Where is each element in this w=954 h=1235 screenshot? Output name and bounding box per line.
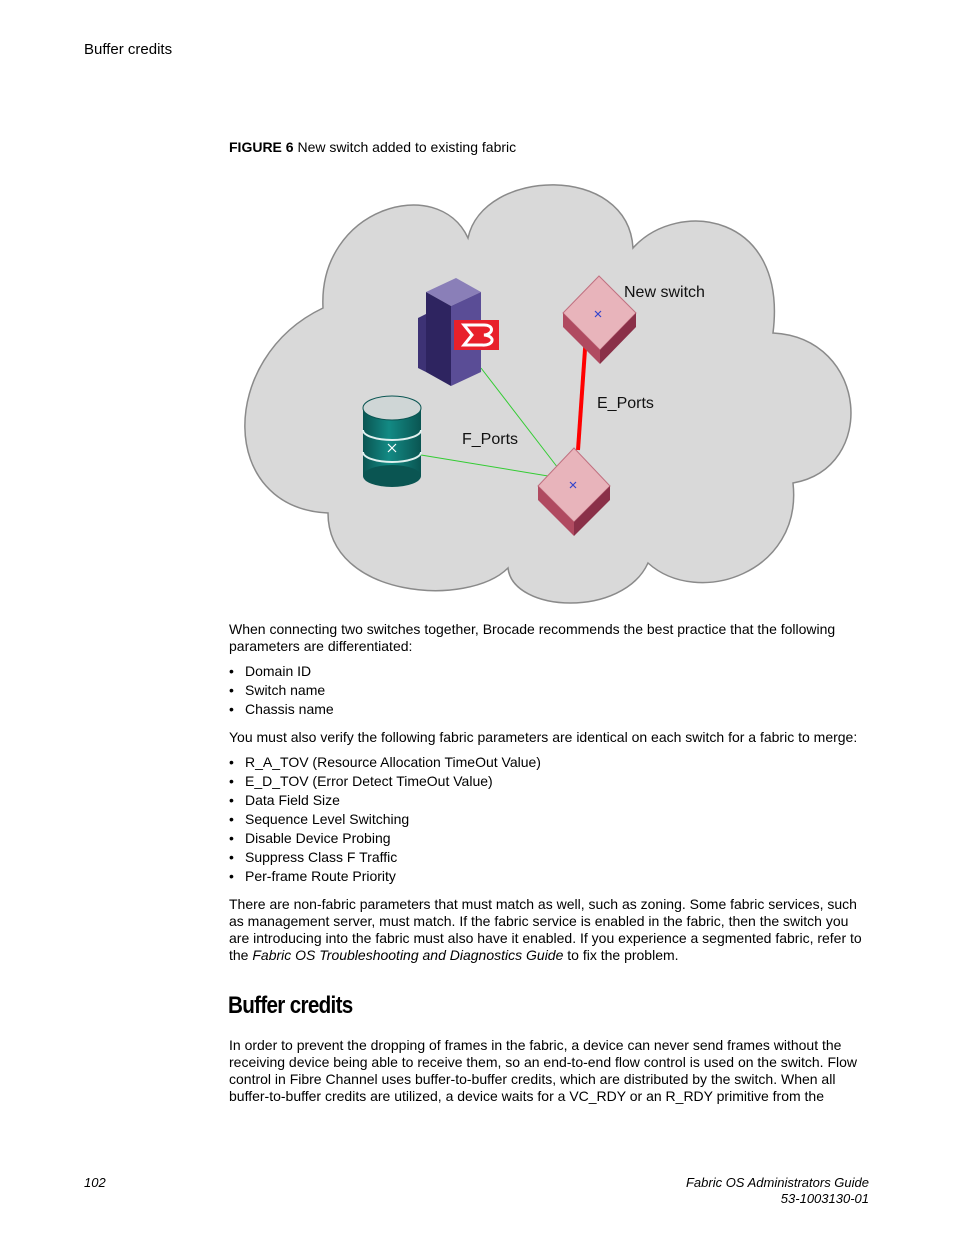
f-ports-label: F_Ports <box>462 431 519 448</box>
buffer-credits-paragraph: In order to prevent the dropping of frames in the fabric, a device can never send frames without the receiving device being able to receive them, so an end-to-end flow control is used on the switch. Flow control in Fibre Channel uses buffer-to-buffer credits, which are distributed by the switch. When all buffer-to-buffer credits are utilized, a device waits for a VC_RDY or an R_RDY primitive from the <box>229 1037 858 1104</box>
nonfabric-text-2: to fix the problem. <box>563 947 679 963</box>
list-item: • Disable Device Probing <box>229 829 541 848</box>
list-item: • R_A_TOV (Resource Allocation TimeOut Value) <box>229 753 541 772</box>
verify-paragraph: You must also verify the following fabric parameters are identical on each switch for a fabric to merge: <box>229 729 858 745</box>
list-item: • E_D_TOV (Error Detect TimeOut Value) <box>229 772 541 791</box>
list-item: • Domain ID <box>229 662 334 681</box>
footer-doc-info <box>686 1175 869 1207</box>
differentiated-params-list <box>229 662 334 719</box>
fabric-diagram <box>228 168 866 608</box>
list-item: • Switch name <box>229 681 334 700</box>
fabric-cloud <box>245 185 851 603</box>
figure-caption-text: New switch added to existing fabric <box>297 139 517 155</box>
list-item: • Sequence Level Switching <box>229 810 541 829</box>
storage-icon <box>363 396 421 487</box>
nonfabric-text-1: There are non-fabric parameters that must match as well, such as zoning. Some fabric services, such as management server, must match. If the fabric service is enabled in the fabric, then the switch you are introducing into the fabric must also have it enabled. If you experience a segmented fabric, refer to the <box>229 896 862 963</box>
figure-caption <box>229 139 516 155</box>
brocade-logo <box>454 320 499 350</box>
section-heading: Buffer credits <box>228 992 353 1019</box>
e-ports-label: E_Ports <box>597 395 654 412</box>
footer-doc-title: Fabric OS Administrators Guide <box>685 1175 869 1190</box>
intro-paragraph: When connecting two switches together, Brocade recommends the best practice that the following parameters are differentiated: <box>229 621 836 654</box>
list-item: • Data Field Size <box>229 791 541 810</box>
footer-doc-number: 53-1003130-01 <box>780 1191 869 1206</box>
figure-label: FIGURE 6 <box>229 139 294 155</box>
running-head: Buffer credits <box>84 41 173 58</box>
nonfabric-paragraph <box>229 896 869 964</box>
list-item: • Per-frame Route Priority <box>229 867 541 886</box>
list-item: • Chassis name <box>229 700 334 719</box>
guide-title-reference: Fabric OS Troubleshooting and Diagnostics Guide <box>252 947 564 963</box>
page-number: 102 <box>84 1175 106 1190</box>
fabric-diagram-svg <box>228 168 866 608</box>
identical-params-list <box>229 753 541 886</box>
list-item: • Suppress Class F Traffic <box>229 848 541 867</box>
new-switch-label: New switch <box>624 284 705 301</box>
